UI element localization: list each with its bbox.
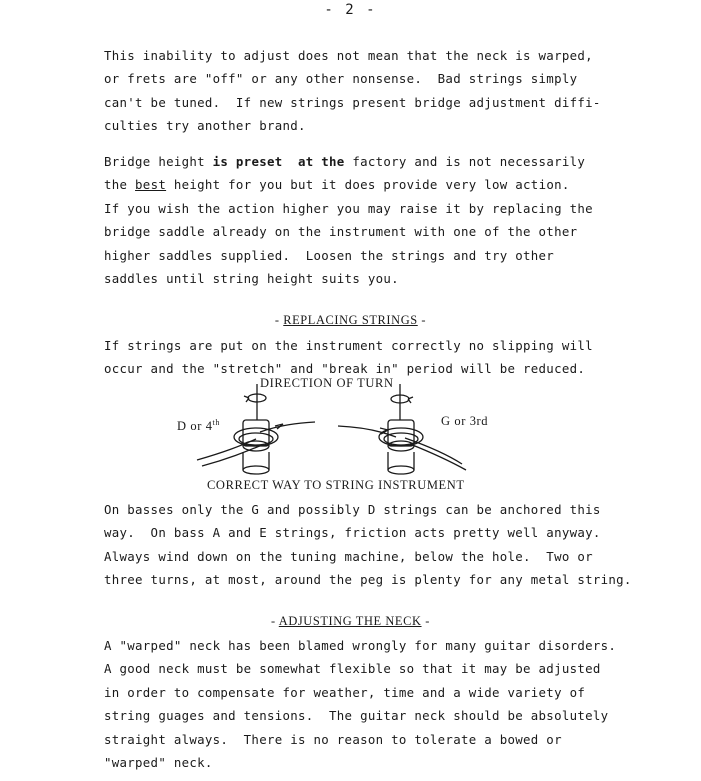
heading-text: REPLACING STRINGS bbox=[283, 313, 418, 327]
text-line: If you wish the action higher you may raise it by replacing the bbox=[104, 200, 593, 216]
label-text: D or 4 bbox=[177, 419, 213, 434]
heading-adjusting-neck bbox=[0, 614, 701, 629]
text-line: A "warped" neck has been blamed wrongly for many guitar disorders. bbox=[104, 638, 617, 653]
page-number: - 2 - bbox=[324, 2, 377, 18]
text-line: bridge saddle already on the instrument with one of the other bbox=[104, 224, 578, 240]
text-run: the bbox=[104, 177, 136, 193]
figure-label-right-peg: G or 3rd bbox=[441, 414, 489, 428]
text-line: culties try another brand. bbox=[104, 118, 306, 134]
heading-dash: - bbox=[421, 614, 430, 628]
text-run: factory and is not necessarily bbox=[344, 154, 586, 169]
text-line: in order to compensate for weather, time and a wide variety of bbox=[104, 684, 586, 700]
text-line: string guages and tensions. The guitar neck should be absolutely bbox=[104, 708, 609, 724]
heading-dash: - bbox=[274, 313, 284, 327]
label-superscript: th bbox=[212, 418, 220, 427]
heading-dash: - bbox=[271, 614, 279, 628]
text-run: Bridge height bbox=[104, 154, 213, 169]
text-line: straight always. There is no reason to tolerate a bowed or bbox=[104, 731, 562, 747]
text-line: "warped" neck. bbox=[104, 755, 213, 771]
text-line: If strings are put on the instrument correctly no slipping will bbox=[104, 338, 593, 353]
text-line: On basses only the G and possibly D strings can be anchored this bbox=[104, 502, 601, 517]
paragraph-basses bbox=[104, 498, 664, 592]
text-line: higher saddles supplied. Loosen the strings and try other bbox=[104, 247, 555, 263]
text-line: can't be tuned. If new strings present bridge adjustment diffi- bbox=[104, 94, 601, 110]
bold-text: is preset at the bbox=[212, 154, 345, 169]
figure-caption: CORRECT WAY TO STRING INSTRUMENT bbox=[207, 478, 465, 492]
paragraph-warped-neck bbox=[104, 634, 664, 774]
text-line: saddles until string height suits you. bbox=[104, 271, 399, 287]
heading-dash: - bbox=[417, 313, 427, 327]
text-line: A good neck must be somewhat flexible so that it may be adjusted bbox=[104, 661, 601, 677]
right-tuning-peg-icon bbox=[338, 384, 466, 474]
text-line: occur and the "stretch" and "break in" period will be reduced. bbox=[104, 361, 586, 377]
left-tuning-peg-icon bbox=[197, 384, 315, 474]
text-line: This inability to adjust does not mean that the neck is warped, bbox=[104, 48, 593, 63]
text-line: Always wind down on the tuning machine, below the hole. Two or bbox=[104, 548, 593, 564]
text-line: three turns, at most, around the peg is plenty for any metal string. bbox=[104, 572, 632, 588]
figure-label-direction: DIRECTION OF TURN bbox=[260, 376, 394, 390]
underlined-text: best bbox=[135, 177, 167, 193]
text-line: or frets are "off" or any other nonsense. Bad strings simply bbox=[104, 71, 578, 87]
text-run: height for you but it does provide very low action. bbox=[166, 177, 570, 193]
text-line: way. On bass A and E strings, friction acts pretty well anyway. bbox=[104, 525, 601, 541]
heading-text: ADJUSTING THE NECK bbox=[278, 614, 422, 628]
